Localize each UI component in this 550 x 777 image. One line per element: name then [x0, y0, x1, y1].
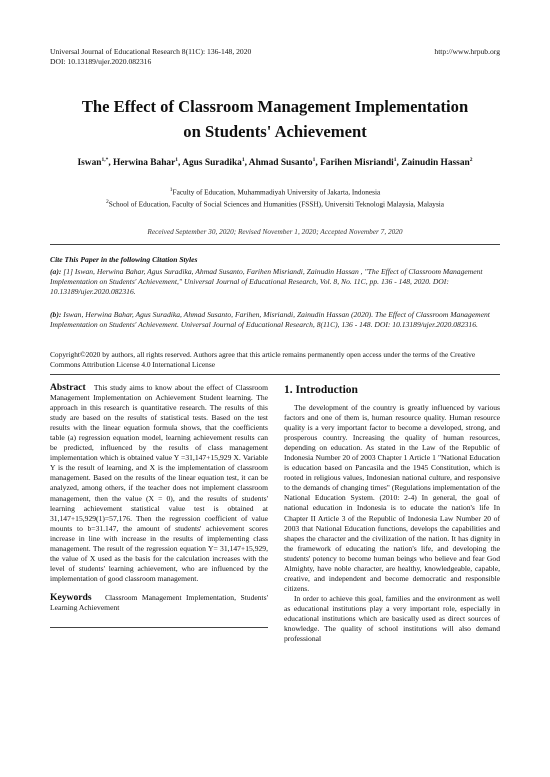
intro-paragraph-2: In order to achieve this goal, families and the environment as well as educational institutions play a very important role, especially in educational institutions which are basically used as direct sources of knowledge. The quality of school institutions will also demand professional: [284, 593, 500, 644]
affiliation: $^2$School of Education, Faculty of Social Sciences and Humanities (FSSH), Universiti Teknologi Malaysia, Malaysia: [105, 199, 445, 209]
paper-title: [40, 94, 510, 144]
running-header: [50, 47, 251, 67]
affiliations: [40, 185, 510, 210]
title-line-2: on Students' Achievement: [183, 122, 367, 141]
abstract-text: This study aims to know about the effect of Classroom Management Implementation on Achievement Student learning. The approach in this research is quantitative research. The results of this study are based on the results of statistical tests. Based on the test results with the linear equation formula shows, that the coefficients table (a) regression equation model, learning achievement results can be predicted, influenced by the results of class management implementation which is obtained value Y =31,147+15,929 X. Variable Y is the result of learning, and X is the implementation of classroom management. Based on the results of the linear equation test, it can be analyzed, among others, if the teacher does not implement classroom management, then the value (X = 0), and the results of students' learning achievement statistical value test is obtained at 31,147+15,929(1)=57,176. Then the regression coefficient of value mounts to b=31.147, the amount of students' achievement scores increase in line with increase in the results of implementing class management. The result of the regression equation Y= 31,147+15,929, the value of X used as the basis for the calculation increases with the level of students' learning achievement, who are influenced by the implementation of good classroom management.: [50, 383, 269, 583]
copyright-notice: Copyright©2020 by authors, all rights reserved. Authors agree that this article remains permanently open access under the terms of the Creative Commons Attribution License 4.0 International License: [50, 350, 476, 369]
abstract: [50, 383, 268, 584]
author: Farihen Misriandi$^1$: [320, 157, 397, 169]
author-list: Iswan$^{1,*}$, Herwina Bahar$^1$, Agus Suradika$^1$, Ahmad Susanto$^1$, Farihen Misriandi$^1$, Zainudin Hassan$^2$: [77, 157, 473, 169]
journal-url[interactable]: http://www.hrpub.org: [434, 47, 500, 56]
citation-b: (b): Iswan, Herwina Bahar, Agus Suradika, Ahmad Susanto, Farihen, Misriandi, Zainudin Hassan (2020). The Effect of Classroom Management Implementation on Students' Achievement. Universal Journal of Educational Research, 8(11C), 136 - 148. DOI: 10.13189/ujer.2020.082316.: [50, 310, 490, 330]
author: Iswan$^{1,*}$: [77, 157, 109, 169]
intro-paragraph-1: The development of the country is greatly influenced by various factors and one of them is, human resource quality. Human resource quality is a very important factor to become a developed, strong, and prosperous country. Increasing the quality of human resources, depending on education. As stated in the Law of the Republic of Indonesia Number 20 of 2003 Chapter 1 Article 1 "National Education is education based on Pancasila and the 1945 Constitution, which is rooted in religious values, Indonesian national culture, and responsive to the demands of changing times" (Regulations implementation of the National Education System. (2010: 2-4) In general, the goal of national education in Indonesia is to educate the nation's life In Chapter II Article 3 of the Republic of Indonesia Law Number 20 of 2003 that National Education functions, develops the capabilities and shapes the character and the civilization of the nation. It has dignity in the framework of educating the nation's life, and developing the students' potency to become human beings who believe and fear God Almighty, have noble character, are healthy, knowledgeable, capable, creative, and independent and become democratic and responsible citizens.: [284, 403, 500, 593]
keywords-label: Keywords: [50, 591, 92, 603]
author: Ahmad Susanto$^1$: [248, 157, 316, 169]
divider: [50, 627, 268, 628]
author: Herwina Bahar$^1$: [113, 157, 179, 169]
journal-citation: Universal Journal of Educational Research 8(11C): 136-148, 2020: [50, 47, 252, 56]
divider: [50, 244, 500, 245]
abstract-label: Abstract: [50, 382, 86, 393]
section-heading: 1. Introduction: [284, 384, 358, 396]
title-line-1: The Effect of Classroom Management Implementation: [81, 97, 469, 116]
citation-heading: Cite This Paper in the following Citation Styles: [50, 255, 198, 264]
author: Zainudin Hassan$^2$: [401, 157, 473, 169]
divider: [50, 374, 500, 375]
author: Agus Suradika$^1$: [182, 157, 245, 169]
right-column: [284, 383, 500, 644]
keywords-text: Classroom Management Implementation, Students' Learning Achievement: [50, 592, 268, 612]
keywords: [50, 593, 268, 613]
citation-a: (a): [1] Iswan, Herwina Bahar, Agus Suradika, Ahmad Susanto, Farihen Misriandi, Zainudin Hassan , "The Effect of Classroom Management Implementation on Students' Achievement," Universal Journal of Educational Research, Vol. 8, No. 11C, pp. 136 - 148, 2020. DOI: 10.13189/ujer.2020.082316.: [50, 267, 483, 297]
affiliation: $^1$Faculty of Education, Muhammadiyah University of Jakarta, Indonesia: [169, 187, 381, 197]
left-column: [50, 383, 268, 628]
received-dates: Received September 30, 2020; Revised November 1, 2020; Accepted November 7, 2020: [147, 227, 403, 236]
doi: DOI: 10.13189/ujer.2020.082316: [50, 57, 152, 66]
